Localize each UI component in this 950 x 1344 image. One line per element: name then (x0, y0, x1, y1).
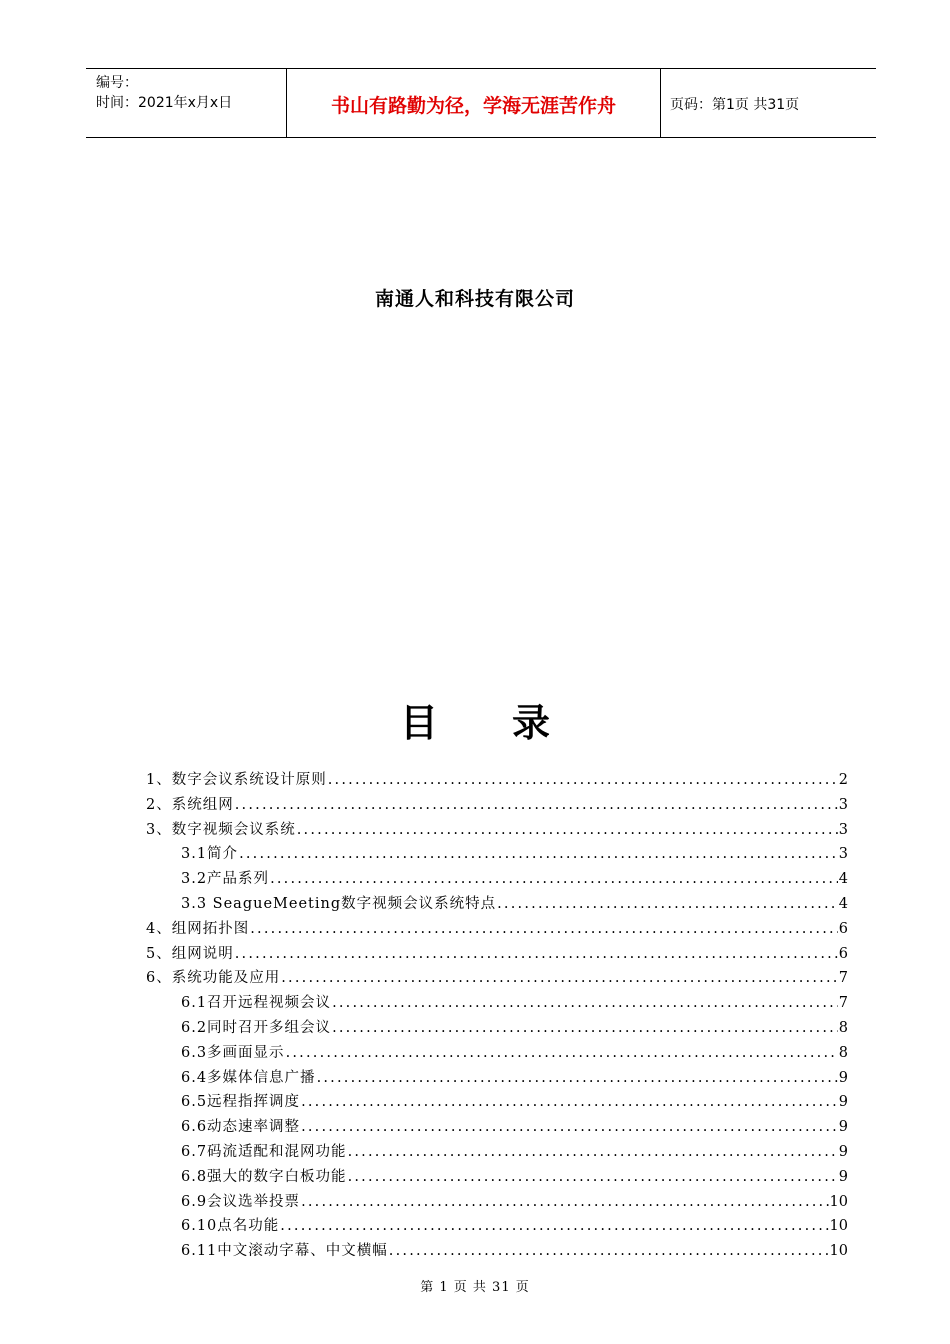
toc-leader-dots (497, 892, 838, 917)
toc-leader-dots (297, 818, 838, 843)
serial-number-label: 编号： (96, 75, 138, 91)
toc-entry[interactable] (146, 1190, 848, 1215)
header-motto: 书山有路勤为径，学海无涯苦作舟 (330, 95, 616, 117)
toc-entry[interactable] (146, 1140, 848, 1165)
toc-leader-dots (280, 1214, 828, 1239)
toc-entry-page: 9 (838, 1119, 848, 1136)
toc-leader-dots (286, 1041, 838, 1066)
toc-entry[interactable] (146, 1016, 848, 1041)
date-label: 时间：2021年x月x日 (96, 95, 233, 111)
page-footer: 第 1 页 共 31 页 (420, 1280, 530, 1295)
toc-entry[interactable] (146, 1239, 848, 1264)
toc-entry-title: 4、组网拓扑图 (146, 920, 250, 937)
toc-leader-dots (235, 942, 838, 967)
toc-entry[interactable] (146, 1165, 848, 1190)
toc-entry-title: 6.3多画面显示 (181, 1044, 285, 1061)
toc-entry-title: 3.3 SeagueMeeting数字视频会议系统特点 (181, 895, 497, 912)
toc-leader-dots (301, 1090, 838, 1115)
toc-entry-page: 3 (838, 796, 848, 813)
toc-entry-page: 2 (838, 772, 848, 788)
toc-entry-page: 9 (838, 1069, 848, 1086)
toc-leader-dots (348, 1140, 838, 1165)
toc-entry[interactable] (146, 942, 848, 967)
toc-entry-title: 6.4多媒体信息广播 (181, 1069, 316, 1086)
toc-leader-dots (281, 966, 838, 991)
table-of-contents (146, 768, 848, 1264)
header-left-cell (86, 69, 286, 137)
toc-entry-page: 7 (838, 970, 848, 987)
toc-leader-dots (301, 1190, 828, 1215)
toc-leader-dots (235, 793, 838, 818)
page-header (86, 68, 876, 138)
toc-entry[interactable] (146, 1090, 848, 1115)
toc-entry[interactable] (146, 892, 848, 917)
header-page-info: 页码：第1页 共31页 (670, 97, 800, 113)
toc-entry-page: 8 (838, 1019, 848, 1036)
toc-entry[interactable] (146, 966, 848, 991)
toc-entry-page: 4 (838, 871, 848, 888)
toc-entry-title: 3、数字视频会议系统 (146, 821, 296, 838)
toc-entry-title: 6.8强大的数字白板功能 (181, 1168, 347, 1185)
toc-entry-title: 6.1召开远程视频会议 (181, 995, 332, 1012)
toc-title: 目录 (399, 700, 624, 745)
toc-entry-page: 9 (838, 1168, 848, 1185)
toc-entry[interactable] (146, 818, 848, 843)
toc-entry-title: 1、数字会议系统设计原则 (146, 772, 327, 788)
toc-entry-title: 6、系统功能及应用 (146, 970, 281, 987)
toc-entry-page: 4 (838, 895, 848, 912)
toc-entry[interactable] (146, 768, 848, 793)
toc-leader-dots (348, 1165, 838, 1190)
toc-entry[interactable] (146, 1066, 848, 1091)
toc-entry-page: 3 (838, 821, 848, 838)
toc-entry-page: 6 (838, 920, 848, 937)
toc-leader-dots (301, 1115, 838, 1140)
toc-entry-page: 10 (829, 1218, 848, 1235)
toc-entry-title: 6.5远程指挥调度 (181, 1094, 301, 1111)
toc-entry-title: 2、系统组网 (146, 796, 234, 813)
toc-leader-dots (332, 991, 838, 1016)
toc-entry[interactable] (146, 842, 848, 867)
toc-entry[interactable] (146, 1214, 848, 1239)
toc-entry-page: 6 (838, 945, 848, 962)
toc-entry[interactable] (146, 867, 848, 892)
toc-entry[interactable] (146, 1041, 848, 1066)
toc-entry-title: 3.2产品系列 (181, 871, 270, 888)
toc-leader-dots (239, 842, 838, 867)
toc-entry-page: 8 (838, 1044, 848, 1061)
toc-entry[interactable] (146, 991, 848, 1016)
toc-leader-dots (250, 917, 838, 942)
toc-leader-dots (317, 1066, 838, 1091)
toc-entry[interactable] (146, 917, 848, 942)
toc-entry[interactable] (146, 1115, 848, 1140)
header-center-cell (286, 69, 661, 137)
toc-leader-dots (332, 1016, 838, 1041)
toc-entry-title: 6.2同时召开多组会议 (181, 1019, 332, 1036)
toc-entry-title: 6.11中文滚动字幕、中文横幅 (181, 1243, 388, 1260)
toc-leader-dots (270, 867, 838, 892)
header-right-cell (660, 69, 876, 137)
toc-entry-title: 6.6动态速率调整 (181, 1119, 301, 1136)
toc-entry[interactable] (146, 793, 848, 818)
toc-entry-page: 10 (829, 1193, 848, 1210)
toc-entry-page: 3 (838, 846, 848, 863)
toc-entry-page: 7 (838, 995, 848, 1012)
toc-entry-title: 6.7码流适配和混网功能 (181, 1143, 347, 1160)
toc-entry-title: 6.9会议选举投票 (181, 1193, 301, 1210)
company-name: 南通人和科技有限公司 (374, 288, 575, 310)
toc-leader-dots (389, 1239, 829, 1264)
toc-entry-title: 5、组网说明 (146, 945, 234, 962)
toc-entry-page: 10 (829, 1243, 848, 1260)
toc-entry-title: 6.10点名功能 (181, 1218, 280, 1235)
toc-leader-dots (328, 768, 838, 793)
toc-entry-page: 9 (838, 1094, 848, 1111)
toc-entry-title: 3.1简介 (181, 846, 239, 863)
toc-entry-page: 9 (838, 1143, 848, 1160)
